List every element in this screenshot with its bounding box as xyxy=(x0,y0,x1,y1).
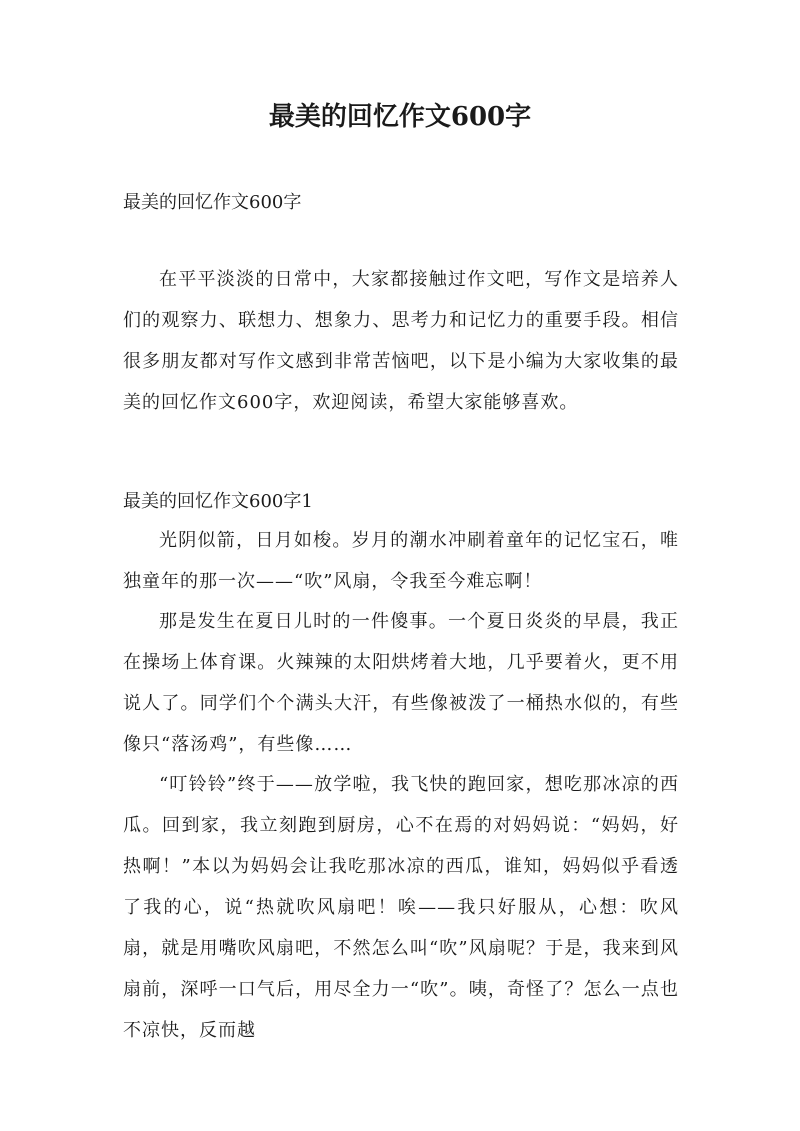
document-subtitle: 最美的回忆作文600字 xyxy=(123,192,302,213)
body-paragraph: 光阴似箭，日月如梭。岁月的潮水冲刷着童年的记忆宝石，唯独童年的那一次——“吹”风扇，令我至今难忘啊！ xyxy=(123,530,679,592)
body-paragraph: 那是发生在夏日儿时的一件傻事。一个夏日炎炎的早晨，我正在操场上体育课。火辣辣的太阳烘烤着大地，几乎要着火，更不用说人了。同学们个个满头大汗，有些像被泼了一桶热水似的，有些像只“落汤鸡”，有些像…… xyxy=(123,611,679,755)
document-title: 最美的回忆作文600字 xyxy=(268,102,532,132)
intro-paragraph: 在平平淡淡的日常中，大家都接触过作文吧，写作文是培养人们的观察力、联想力、想象力、思考力和记忆力的重要手段。相信很多朋友都对写作文感到非常苦恼吧，以下是小编为大家收集的最美的回忆作文600字，欢迎阅读，希望大家能够喜欢。 xyxy=(123,269,679,413)
body-paragraph: “叮铃铃”终于——放学啦，我飞快的跑回家，想吃那冰凉的西瓜。回到家，我立刻跑到厨房，心不在焉的对妈妈说：“妈妈，好热啊！”本以为妈妈会让我吃那冰凉的西瓜，谁知，妈妈似乎看透了我的心，说“热就吹风扇吧！唉——我只好服从，心想：吹风扇，就是用嘴吹风扇吧，不然怎么叫“吹”风扇呢？于是，我来到风扇前，深呼一口气后，用尽全力一“吹”。咦，奇怪了？怎么一点也不凉快，反而越 xyxy=(123,774,679,1041)
section-heading: 最美的回忆作文600字1 xyxy=(123,491,313,512)
